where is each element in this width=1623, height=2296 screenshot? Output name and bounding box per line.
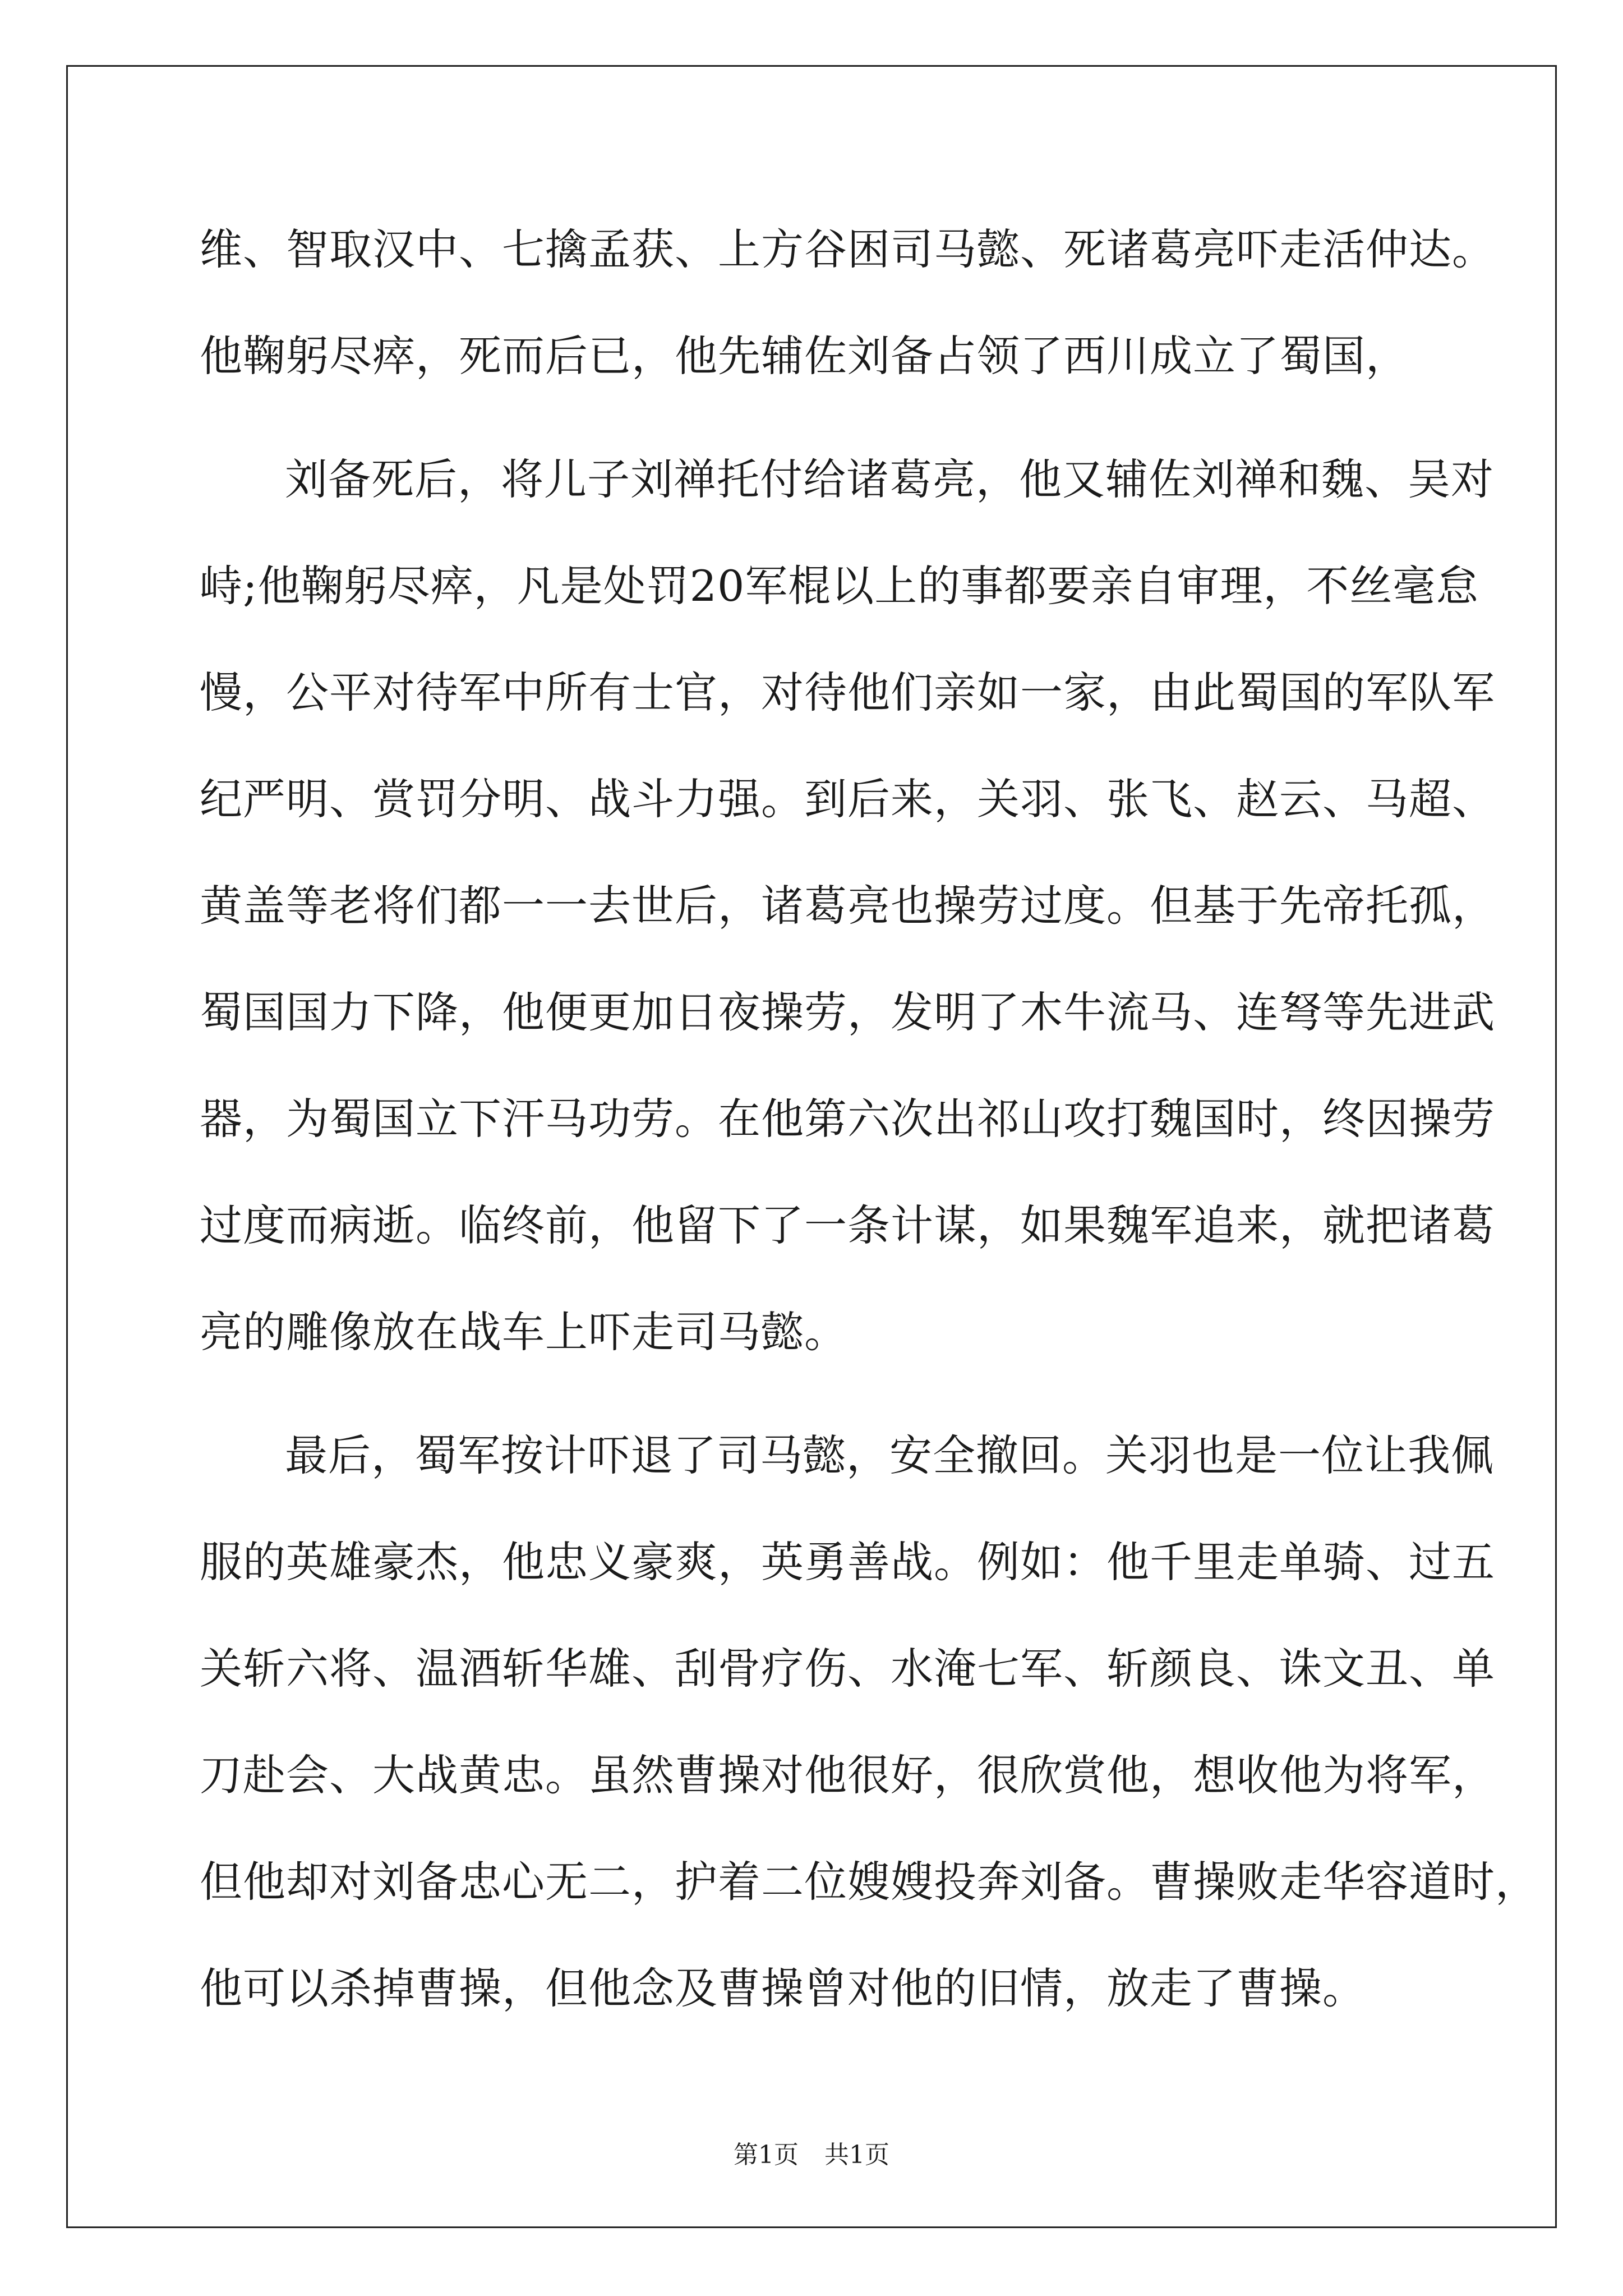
text-line: 慢，公平对待军中所有士官，对待他们亲如一家，由此蜀国的军队军 <box>200 668 1495 717</box>
text-line: 他鞠躬尽瘁，死而后已，他先辅佐刘备占领了西川成立了蜀国， <box>200 331 1409 381</box>
text-line: 亮的雕像放在战车上吓走司马懿。 <box>200 1307 847 1357</box>
text-line: 他可以杀掉曹操，但他念及曹操曾对他的旧情，放走了曹操。 <box>200 1963 1366 2013</box>
text-line: 黄盖等老将们都一一去世后，诸葛亮也操劳过度。但基于先帝托孤， <box>200 881 1495 931</box>
paragraph <box>200 1402 1538 2042</box>
text-line: 刘备死后，将儿子刘禅托付给诸葛亮，他又辅佐刘禅和魏、吴对 <box>285 454 1494 504</box>
page-footer <box>0 2138 1623 2172</box>
text-line: 器，为蜀国立下汗马功劳。在他第六次出祁山攻打魏国时，终因操劳 <box>200 1094 1495 1144</box>
document-body <box>200 196 1538 2042</box>
text-line: 服的英雄豪杰，他忠义豪爽，英勇善战。例如：他千里走单骑、过五 <box>200 1537 1495 1587</box>
text-line: 蜀国国力下降，他便更加日夜操劳，发明了木牛流马、连弩等先进武 <box>200 987 1495 1037</box>
text-line: 维、智取汉中、七擒孟获、上方谷困司马懿、死诸葛亮吓走活仲达。 <box>200 224 1495 274</box>
text-line: 但他却对刘备忠心无二，护着二位嫂嫂投奔刘备。曹操败走华容道时， <box>200 1857 1538 1907</box>
page-total: 共1页 <box>824 2141 889 2169</box>
text-line: 过度而病逝。临终前，他留下了一条计谋，如果魏军追来，就把诸葛 <box>200 1200 1495 1250</box>
paragraph <box>200 426 1495 1386</box>
paragraph <box>200 196 1495 409</box>
text-line: 纪严明、赏罚分明、战斗力强。到后来，关羽、张飞、赵云、马超、 <box>200 774 1495 824</box>
text-line: 峙;他鞠躬尽瘁，凡是处罚20军棍以上的事都要亲自审理，不丝毫怠 <box>200 561 1479 611</box>
text-line: 关斩六将、温酒斩华雄、刮骨疗伤、水淹七军、斩颜良、诛文丑、单 <box>200 1644 1495 1694</box>
page-number: 第1页 <box>734 2141 799 2169</box>
text-line: 最后，蜀军按计吓退了司马懿，安全撤回。关羽也是一位让我佩 <box>285 1430 1494 1480</box>
text-line: 刀赴会、大战黄忠。虽然曹操对他很好，很欣赏他，想收他为将军， <box>200 1750 1495 1800</box>
